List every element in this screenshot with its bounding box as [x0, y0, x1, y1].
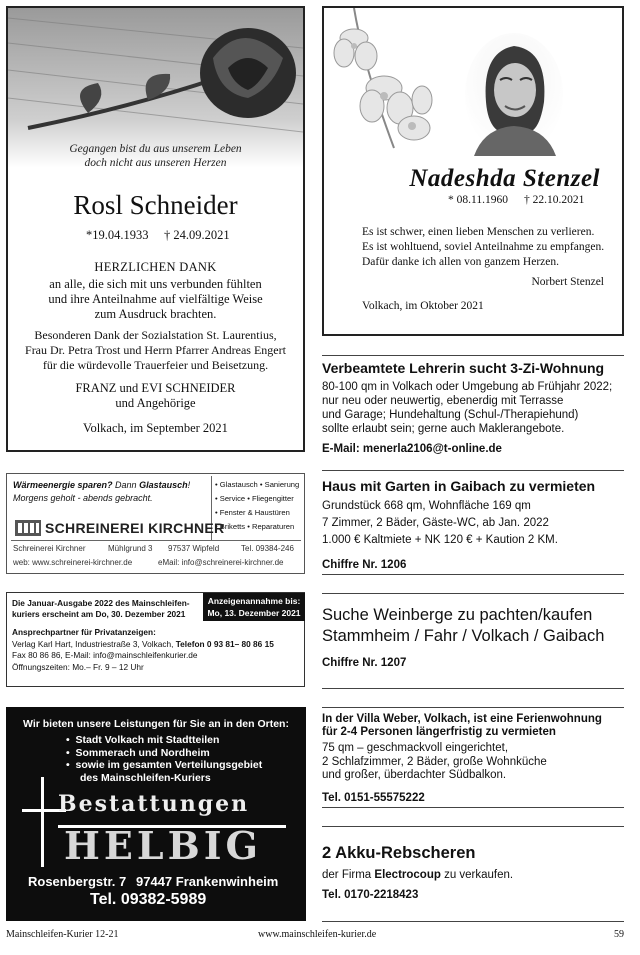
rosl-name: Rosl Schneider [73, 190, 238, 220]
contact-phone: Telefon 0 93 81– 80 86 15 [175, 638, 274, 649]
rosl-place-date: Volkach, im September 2021 [83, 421, 228, 435]
kirchner-service: • Glastausch • Sanierung [215, 480, 300, 489]
lehrerin-text-line: sollte erlaubt sein; gerne auch Maklerangebote. [322, 423, 565, 435]
weinberge-chiffre: Chiffre Nr. 1207 [322, 657, 407, 669]
rosl-motto-line-2: doch nicht aus unseren Herzen [84, 157, 227, 169]
obituary-rosl-schneider [6, 6, 305, 452]
rosl-thanks-title: HERZLICHEN DANK [94, 260, 217, 274]
villa-phone: Tel. 0151-55575222 [322, 791, 425, 804]
rosl-thanks-line: zum Ausdruck brachten. [94, 307, 217, 321]
haus-text-line: Grundstück 668 qm, Wohnfläche 169 qm [322, 500, 531, 512]
helbig-phone: Tel. 09382-5989 [90, 891, 207, 908]
haus-chiffre: Chiffre Nr. 1206 [322, 559, 407, 571]
kirchner-logo-icon [15, 520, 41, 536]
contact-title: Ansprechpartner für Privatanzeigen: [12, 627, 156, 637]
kirchner-address-street: Mühlgrund 3 [108, 544, 153, 553]
villa-title-1: In der Villa Weber, Volkach, ist eine Ferienwohnung [322, 713, 602, 725]
helbig-location: • sowie im gesamten Verteilungsgebiet [66, 759, 263, 771]
haus-title: Haus mit Garten in Gaibach zu vermieten [322, 478, 596, 494]
ad-haus-gaibach [322, 478, 624, 571]
kirchner-slogan: Wärmeenergie sparen? Dann Glastausch! [13, 480, 191, 490]
helbig-location-cont: des Mainschleifen-Kuriers [80, 771, 211, 784]
rosl-special-line: für die würdevolle Trauerfeier und Beisetzung. [42, 358, 269, 372]
portrait-photo [464, 32, 564, 156]
rosl-motto-line-1: Gegangen bist du aus unserem Leben [69, 143, 242, 155]
footer-publication: Mainschleifen-Kurier 12-21 [6, 929, 119, 940]
helbig-title-1: Bestattungen [58, 791, 250, 817]
nadeshda-place-date: Volkach, im Oktober 2021 [362, 300, 484, 312]
kirchner-phone: Tel. 09384-246 [241, 544, 294, 553]
kirchner-service: • Service • Fliegengitter [215, 494, 294, 503]
page-number: 59 [614, 929, 624, 940]
contact-address: Verlag Karl Hart, Industriestraße 3, Volkach, [12, 638, 174, 649]
helbig-city: 97447 Frankenwinheim [136, 874, 279, 889]
ad-weinberge [322, 605, 624, 669]
nadeshda-text-line: Es ist schwer, einen lieben Menschen zu verlieren. [362, 226, 595, 238]
rosl-special-line: Frau Dr. Petra Trost und Herrn Pfarrer Andreas Engert [25, 343, 286, 357]
kirchner-address-name: Schreinerei Kirchner [13, 544, 86, 553]
deadline-label: Anzeigenannahme bis: [207, 596, 301, 606]
rosl-special-line: Besonderen Dank der Sozialstation St. Laurentius, [34, 328, 277, 342]
helbig-title-2: HELBIG [64, 823, 262, 868]
kirchner-address-city: 97537 Wipfeld [168, 544, 220, 553]
ad-mainschleifen-info [6, 592, 305, 687]
kirchner-slogan-2: Morgens geholt - abends gebracht. [13, 493, 153, 503]
rosl-family: FRANZ und EVI SCHNEIDER [75, 381, 236, 395]
deadline-date: Mo, 13. Dezember 2021 [207, 608, 301, 618]
lehrerin-text-line: und Garage; Hundehaltung (Schul-/Therapiehund) [322, 409, 579, 421]
haus-text-line: 7 Zimmer, 2 Bäder, Gäste-WC, ab Jan. 2022 [322, 517, 549, 529]
office-hours: Öffnungszeiten: Mo.– Fr. 9 – 12 Uhr [12, 661, 144, 672]
contact-fax-email: Fax 80 86 86, E-Mail: info@mainschleifenkurier.de [12, 650, 198, 660]
ad-lehrerin-wohnung [322, 360, 624, 455]
kirchner-service: • Fenster & Haustüren [215, 508, 290, 517]
footer-website[interactable]: www.mainschleifen-kurier.de [258, 929, 377, 940]
ad-villa-weber [322, 713, 624, 804]
akku-title: 2 Akku-Rebscheren [322, 844, 476, 862]
kirchner-service: • Briketts • Reparaturen [215, 522, 295, 531]
villa-text-line: 2 Schlafzimmer, 2 Bäder, große Wohnküche [322, 755, 547, 768]
akku-phone: Tel. 0170-2218423 [322, 889, 419, 901]
nadeshda-signature: Norbert Stenzel [531, 276, 604, 288]
lehrerin-title: Verbeamtete Lehrerin sucht 3-Zi-Wohnung [322, 360, 605, 376]
akku-text: der Firma Electrocoup zu verkaufen. [322, 869, 514, 881]
nadeshda-text-line: Dafür danke ich allen von ganzem Herzen. [362, 256, 560, 268]
rosl-relatives: und Angehörige [115, 396, 196, 410]
weinberge-line-2: Stammheim / Fahr / Volkach / Gaibach [322, 627, 605, 645]
kirchner-email-link[interactable]: eMail: info@schreinerei-kirchner.de [158, 558, 284, 567]
ad-bestattungen-helbig [6, 707, 306, 921]
haus-text-line: 1.000 € Kaltmiete + NK 120 € + Kaution 2 KM. [322, 534, 558, 546]
lehrerin-text-line: 80-100 qm in Volkach oder Umgebung ab Frühjahr 2022; [322, 381, 613, 393]
nadeshda-death-date: † 22.10.2021 [524, 194, 585, 206]
lehrerin-text-line: nur neu oder neuwertig, ebenerdig mit Terrasse [322, 395, 564, 407]
kirchner-brand: SCHREINEREI KIRCHNER [45, 520, 225, 536]
kirchner-web-link[interactable]: web: www.schreinerei-kirchner.de [13, 558, 133, 567]
ad-schreinerei-kirchner [6, 473, 305, 574]
helbig-location: • Sommerach und Nordheim [66, 746, 210, 759]
rosl-death-date: † 24.09.2021 [164, 228, 230, 242]
ad-akku-rebscheren [322, 844, 624, 901]
helbig-intro: Wir bieten unsere Leistungen für Sie an in den Orten: [23, 718, 289, 730]
issue-announcement: Die Januar-Ausgabe 2022 des Mainschleifen-kuriers erscheint am Do, 30. Dezember 2021 [12, 598, 190, 619]
orchid-image [324, 8, 464, 168]
villa-title-2: für 2-4 Personen längerfristig zu vermieten [322, 726, 556, 738]
obituary-nadeshda-stenzel [322, 6, 624, 336]
helbig-street: Rosenbergstr. 7 [28, 874, 127, 889]
nadeshda-text-line: Es ist wohltuend, soviel Anteilnahme zu empfangen. [362, 241, 605, 253]
villa-text-line: 75 qm – geschmackvoll eingerichtet, [322, 742, 509, 754]
helbig-location: • Stadt Volkach mit Stadtteilen [66, 734, 220, 746]
villa-text-line: und großer, überdachter Südbalkon. [322, 769, 507, 781]
rosl-thanks-line: und ihre Anteilnahme auf vielfältige Weise [48, 292, 263, 306]
rosl-thanks-line: an alle, die sich mit uns verbunden fühlten [49, 277, 262, 291]
weinberge-line-1: Suche Weinberge zu pachten/kaufen [322, 606, 593, 624]
lehrerin-email[interactable]: E-Mail: menerla2106@t-online.de [322, 443, 502, 455]
nadeshda-birth-date: * 08.11.1960 [448, 194, 508, 206]
rosl-birth-date: *19.04.1933 [86, 228, 149, 242]
nadeshda-name: Nadeshda Stenzel [409, 165, 600, 192]
